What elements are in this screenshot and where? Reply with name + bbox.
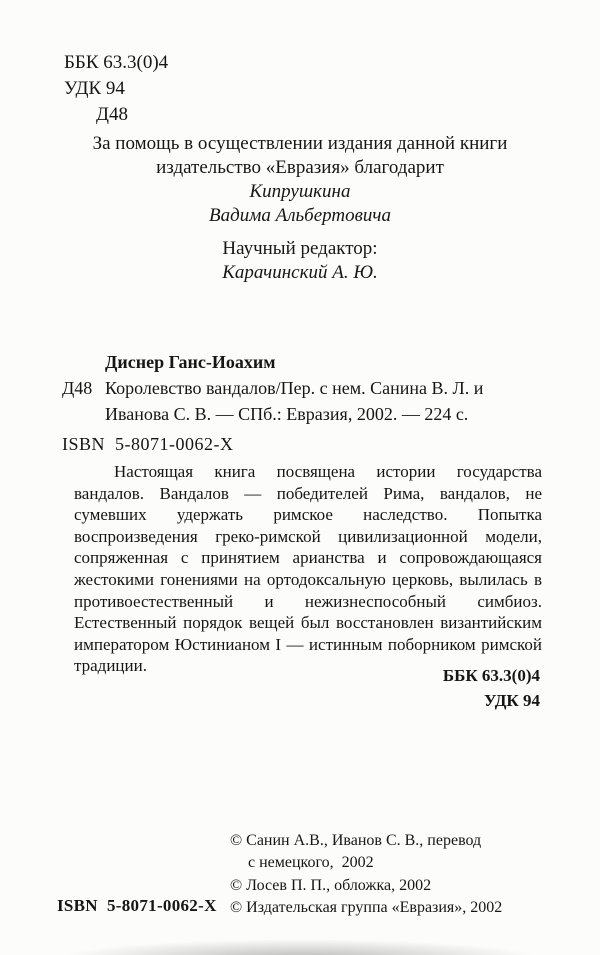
copyright-block <box>230 830 502 919</box>
top-codes-block <box>64 50 168 128</box>
catalog-entry-block <box>0 349 600 457</box>
catalog-entry-line-1: Королевство вандалов/Пер. с нем. Санина В. Л. и <box>105 378 484 398</box>
science-editor-name: Карачинский А. Ю. <box>222 262 378 283</box>
copyright-cover-artist-line: © Лосев П. П., обложка, 2002 <box>230 876 432 894</box>
udk-code-top: УДК 94 <box>64 78 125 99</box>
acknowledgement-block <box>0 132 600 285</box>
science-editor-label: Научный редактор: <box>222 238 378 259</box>
acknowledgement-line-2: издательство «Евразия» благодарит <box>156 157 444 178</box>
isbn-bottom: ISBN 5-8071-0062-X <box>57 896 217 915</box>
author-sign-code-top: Д48 <box>96 104 128 125</box>
udk-code-bottom: УДК 94 <box>483 691 540 710</box>
bbk-code-top: ББК 63.3(0)4 <box>64 52 169 73</box>
acknowledgement-line-1: За помощь в осуществлении издания данной книги <box>92 133 508 154</box>
bbk-code-bottom: ББК 63.3(0)4 <box>442 666 540 685</box>
annotation-paragraph: Настоящая книга посвящена истории государства вандалов. Вандалов — победителей Рима, вандалов, не сумевших удержать римское наследство. Попытка воспроизведения греко-римской цивилизационной модели, сопряженная с принятием арианства и сопровождающаяся жестокими гонениями на ортодоксальную церковь, вылилась в противоестественный и нежизнеспособный симбиоз. Естественный порядок вещей был восстановлен византийским императором Юстинианом I — истинным поборником римской традиции. <box>74 462 542 676</box>
isbn-catalog: ISBN 5-8071-0062-X <box>62 434 234 454</box>
copyright-translators-continuation: с немецкого, 2002 <box>248 854 374 872</box>
benefactor-surname: Кипрушкина <box>249 181 351 202</box>
catalog-entry-line-2: Иванова С. В. — СПб.: Евразия, 2002. — 224 с. <box>105 404 469 424</box>
catalog-entry-text <box>105 375 600 427</box>
bottom-right-codes-block <box>443 663 540 713</box>
copyright-publisher-line: © Издательская группа «Евразия», 2002 <box>230 898 503 916</box>
catalog-entry-row <box>0 375 600 427</box>
catalog-author: Диснер Ганс-Иоахим <box>105 352 276 372</box>
catalog-author-sign: Д48 <box>62 378 93 398</box>
copyright-translators-line: © Санин А.В., Иванов С. В., перевод <box>230 832 482 849</box>
scan-edge-artifact <box>0 935 600 955</box>
benefactor-given-name: Вадима Альбертовича <box>209 205 391 226</box>
